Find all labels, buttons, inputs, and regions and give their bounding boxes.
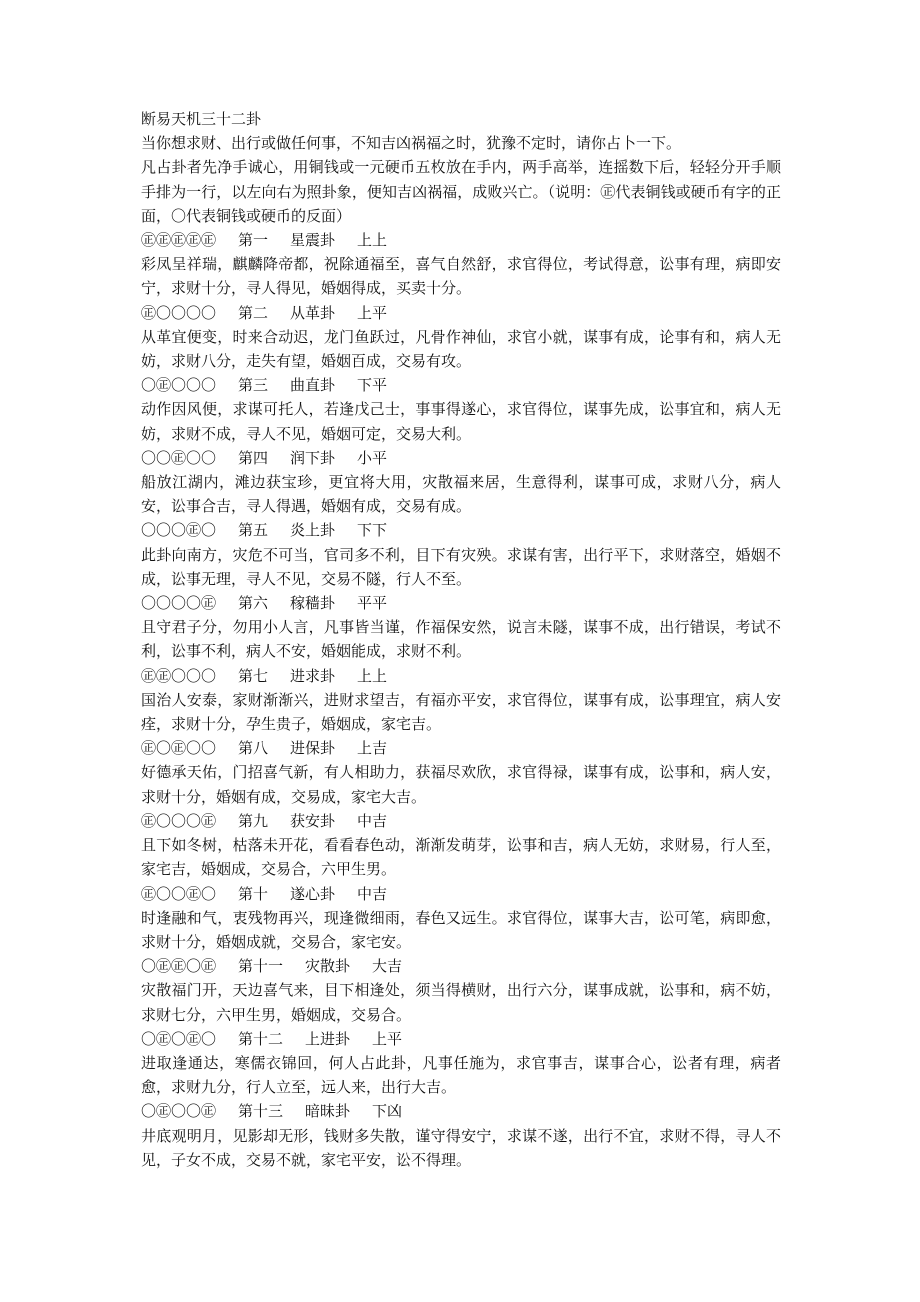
hexagram-coins: 〇㊣〇〇〇 — [141, 376, 217, 395]
hexagram-entry — [141, 518, 781, 591]
hexagram-grade: 中吉 — [357, 884, 388, 903]
hexagram-text: 国治人安泰，家财渐渐兴，进财求望吉，有福亦平安，求官得位，谋事有成，讼事理宜，病人安痊，求财十分，孕生贵子，婚姻成，家宅吉。 — [141, 690, 781, 734]
hexagram-coins: ㊣〇㊣〇〇 — [141, 739, 217, 758]
hexagram-entry — [141, 882, 781, 955]
hexagram-text: 井底观明月，见影却无形，钱财多失散，谨守得安宁，求谋不遂，出行不宜，求财不得，寻人不见，子女不成，交易不就，家宅平安，讼不得理。 — [141, 1126, 781, 1169]
hexagram-name: 从革卦 — [290, 303, 336, 322]
hexagram-coins: ㊣〇〇㊣〇 — [141, 884, 217, 903]
hexagram-coins: ㊣㊣〇〇〇 — [141, 666, 217, 685]
hexagram-text: 彩凤呈祥瑞，麒麟降帝都，祝除通福至，喜气自然舒，求官得位，考试得意，讼事有理，病即安宁，求财十分，寻人得见，婚姻得成，买卖十分。 — [141, 255, 781, 298]
hexagram-order: 第十一 — [238, 957, 284, 976]
hexagram-heading — [141, 1027, 781, 1051]
hexagram-coins: 〇㊣〇㊣〇 — [141, 1029, 217, 1048]
hexagram-name: 获安卦 — [290, 811, 336, 830]
hexagram-name: 炎上卦 — [290, 521, 336, 540]
hexagram-name: 进求卦 — [290, 666, 336, 685]
hexagram-list — [141, 228, 781, 1172]
hexagram-entry — [141, 228, 781, 301]
hexagram-text: 船放江湖内，滩边获宝珍，更宜将大用，灾散福来居，生意得利，谋事可成，求财八分，病人安，讼事合吉，寻人得遇，婚姻有成，交易有成。 — [141, 473, 781, 516]
hexagram-order: 第十 — [238, 884, 269, 903]
hexagram-coins: ㊣㊣㊣㊣㊣ — [141, 231, 217, 250]
hexagram-coins: ㊣〇〇〇〇 — [141, 303, 217, 322]
hexagram-coins: 〇〇〇㊣〇 — [141, 521, 217, 540]
hexagram-text: 灾散福门开，天边喜气来，目下相逢处，须当得横财，出行六分，谋事成就，讼事和，病不妨，求财七分，六甲生男，婚姻成，交易合。 — [141, 981, 781, 1024]
hexagram-coins: 〇〇〇〇㊣ — [141, 594, 217, 613]
document-title: 断易天机三十二卦 — [141, 110, 262, 128]
hexagram-text: 且守君子分，勿用小人言，凡事皆当谨，作福保安然，说言未隧，谋事不成，出行错误，考试不利，讼事不利，病人不安，婚姻能成，求财不利。 — [141, 618, 781, 661]
hexagram-entry — [141, 809, 781, 882]
hexagram-heading — [141, 591, 781, 615]
hexagram-entry — [141, 373, 781, 446]
hexagram-order: 第八 — [238, 739, 269, 758]
hexagram-grade: 下凶 — [372, 1102, 403, 1121]
hexagram-name: 进保卦 — [290, 739, 336, 758]
hexagram-grade: 大吉 — [372, 957, 403, 976]
hexagram-name: 暗昧卦 — [305, 1102, 351, 1121]
hexagram-entry — [141, 736, 781, 809]
hexagram-order: 第六 — [238, 594, 269, 613]
document-body — [141, 107, 781, 1172]
hexagram-entry — [141, 664, 781, 737]
hexagram-coins: 〇〇㊣〇〇 — [141, 448, 217, 467]
hexagram-order: 第二 — [238, 303, 269, 322]
hexagram-text: 且下如冬树，枯落未开花，看看春色动，渐渐发萌芽，讼事和吉，病人无妨，求财易，行人至，家宅吉，婚姻成，交易合，六甲生男。 — [141, 836, 781, 879]
hexagram-grade: 下下 — [357, 521, 388, 540]
hexagram-entry — [141, 301, 781, 374]
hexagram-name: 上进卦 — [305, 1029, 351, 1048]
hexagram-text: 时逢融和气，衷残物再兴，现逢微细雨，春色又远生。求官得位，谋事大吉，讼可笔，病即愈，求财十分，婚姻成就，交易合，家宅安。 — [141, 908, 781, 951]
hexagram-entry — [141, 446, 781, 519]
hexagram-name: 遂心卦 — [290, 884, 336, 903]
hexagram-order: 第十二 — [238, 1029, 284, 1048]
hexagram-grade: 下平 — [357, 376, 388, 395]
hexagram-order: 第四 — [238, 448, 269, 467]
hexagram-heading — [141, 809, 781, 833]
intro-paragraph: 凡占卦者先净手诚心，用铜钱或一元硬币五枚放在手内，两手高举，连摇数下后，轻轻分开手顺手排为一行，以左向右为照卦象，便知吉凶祸福，成败兴亡。（说明：㊣代表铜钱或硬币有字的正面，〇代表铜钱或硬币的反面） — [141, 158, 781, 225]
hexagram-order: 第一 — [238, 231, 269, 250]
hexagram-grade: 小平 — [357, 448, 388, 467]
hexagram-entry — [141, 1027, 781, 1100]
intro-paragraph: 当你想求财、出行或做任何事，不知吉凶祸福之时，犹豫不定时，请你占卜一下。 — [141, 134, 682, 153]
hexagram-order: 第七 — [238, 666, 269, 685]
hexagram-grade: 上吉 — [357, 739, 388, 758]
hexagram-name: 灾散卦 — [305, 957, 351, 976]
hexagram-text: 动作因风便，求谋可托人，若逢戊己士，事事得遂心，求官得位，谋事先成，讼事宜和，病人无妨，求财不成，寻人不见，婚姻可定，交易大利。 — [141, 400, 781, 443]
hexagram-entry — [141, 954, 781, 1027]
hexagram-name: 稼穑卦 — [290, 594, 336, 613]
hexagram-grade: 上平 — [372, 1029, 403, 1048]
hexagram-order: 第十三 — [238, 1102, 284, 1121]
hexagram-heading — [141, 301, 781, 325]
hexagram-grade: 上上 — [357, 231, 388, 250]
hexagram-grade: 中吉 — [357, 811, 388, 830]
hexagram-heading — [141, 954, 781, 978]
hexagram-heading — [141, 736, 781, 760]
hexagram-heading — [141, 518, 781, 542]
hexagram-name: 星震卦 — [290, 231, 336, 250]
hexagram-order: 第三 — [238, 376, 269, 395]
hexagram-heading — [141, 882, 781, 906]
hexagram-heading — [141, 664, 781, 688]
hexagram-text: 从革宜便变，时来合动迟，龙门鱼跃过，凡骨作神仙，求官小就，谋事有成，论事有和，病人无妨，求财八分，走失有望，婚姻百成，交易有攻。 — [141, 327, 781, 371]
hexagram-heading — [141, 446, 781, 470]
hexagram-grade: 上平 — [357, 303, 388, 322]
hexagram-text: 进取逢通达，寒儒衣锦回，何人占此卦，凡事任施为，求官事吉，谋事合心，讼者有理，病者愈，求财九分，行人立至，远人来，出行大吉。 — [141, 1053, 781, 1097]
hexagram-heading — [141, 373, 781, 397]
hexagram-heading — [141, 228, 781, 252]
hexagram-coins: ㊣〇〇〇㊣ — [141, 811, 217, 830]
hexagram-text: 此卦向南方，灾危不可当，官司多不利，目下有灾殃。求谋有害，出行平下，求财落空，婚姻不成，讼事无理，寻人不见，交易不隧，行人不至。 — [141, 545, 781, 588]
hexagram-order: 第五 — [238, 521, 269, 540]
hexagram-coins: 〇㊣〇〇㊣ — [141, 1102, 217, 1121]
hexagram-entry — [141, 591, 781, 664]
hexagram-heading — [141, 1099, 781, 1123]
hexagram-name: 润下卦 — [290, 448, 336, 467]
hexagram-grade: 平平 — [357, 594, 388, 613]
hexagram-order: 第九 — [238, 811, 269, 830]
hexagram-coins: 〇㊣㊣〇㊣ — [141, 957, 217, 976]
hexagram-entry — [141, 1099, 781, 1172]
hexagram-text: 好德承天佑，门招喜气新，有人相助力，获福尽欢欣，求官得禄，谋事有成，讼事和，病人安，求财十分，婚姻有成，交易成，家宅大吉。 — [141, 763, 781, 806]
hexagram-name: 曲直卦 — [290, 376, 336, 395]
hexagram-grade: 上上 — [357, 666, 388, 685]
